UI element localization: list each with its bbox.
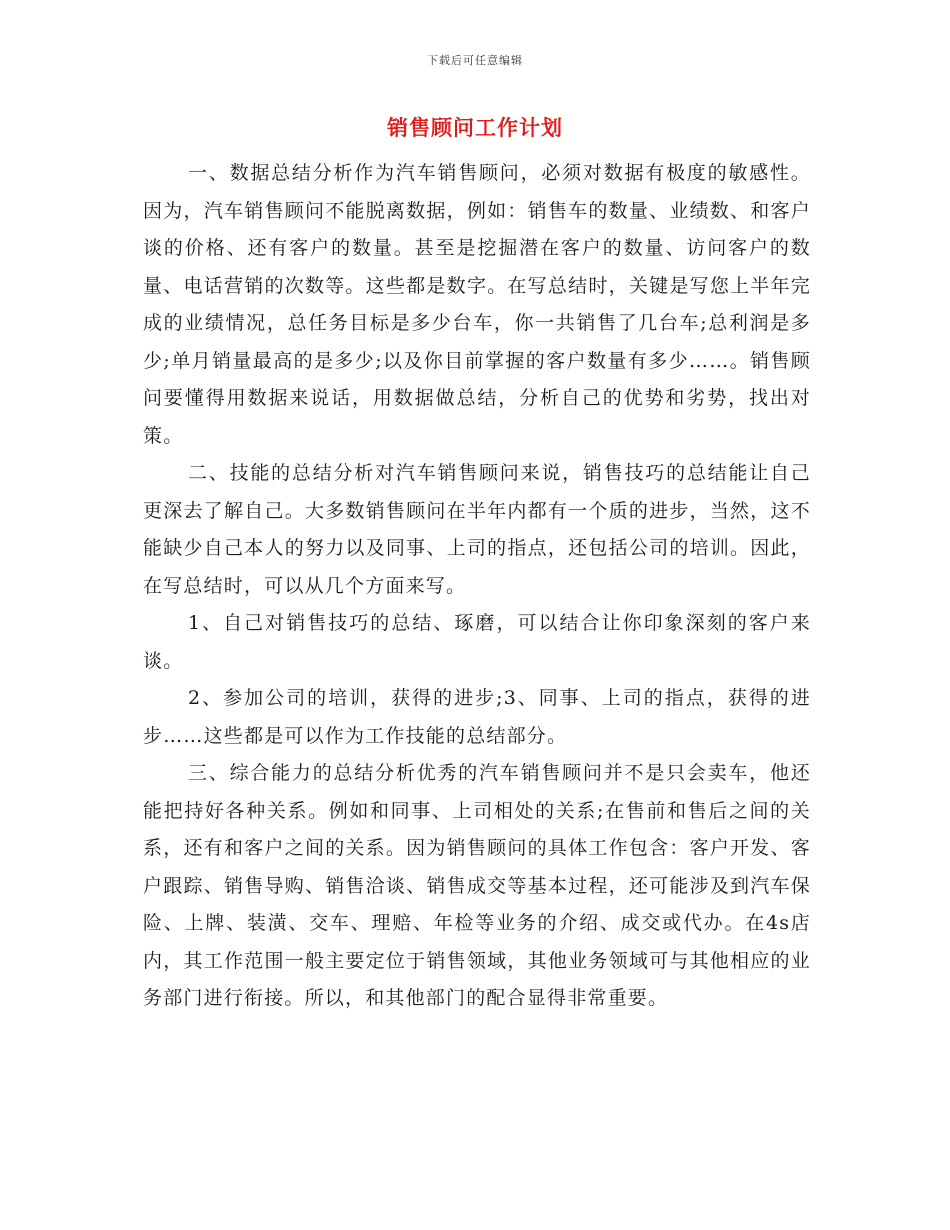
paragraph-item-2-3: 2、参加公司的培训，获得的进步;3、同事、上司的指点，获得的进步……这些都是可以作为工作技能的总结部分。 [143, 687, 811, 747]
paragraph-data-analysis: 一、数据总结分析作为汽车销售顾问，必须对数据有极度的敏感性。因为，汽车销售顾问不能脱离数据，例如：销售车的数量、业绩数、和客户谈的价格、还有客户的数量。甚至是挖掘潜在客户的数量、访问客户的数量、电话营销的次数等。这些都是数字。在写总结时，关键是写您上半年完成的业绩情况，总任务目标是多少台车，你一共销售了几台车;总利润是多少;单月销量最高的是多少;以及你目前掌握的客户数量有多少……。销售顾问要懂得用数据来说话，用数据做总结，分析自己的优势和劣势，找出对策。 [143, 162, 811, 447]
document-title: 销售顾问工作计划 [387, 115, 563, 140]
paragraph-comprehensive-ability: 三、综合能力的总结分析优秀的汽车销售顾问并不是只会卖车，他还能把持好各种关系。例如和同事、上司相处的关系;在售前和售后之间的关系，还有和客户之间的关系。因为销售顾问的具体工作包含：客户开发、客户跟踪、销售导购、销售洽谈、销售成交等基本过程，还可能涉及到汽车保险、上牌、装潢、交车、理赔、年检等业务的介绍、成交或代办。在4s店内，其工作范围一般主要定位于销售领域，其他业务领域可与其他相应的业务部门进行衔接。所以，和其他部门的配合显得非常重要。 [143, 762, 811, 1009]
header-note: 下载后可任意编辑 [427, 54, 523, 67]
paragraph-skills-analysis: 二、技能的总结分析对汽车销售顾问来说，销售技巧的总结能让自己更深去了解自己。大多数销售顾问在半年内都有一个质的进步，当然，这不能缺少自己本人的努力以及同事、上司的指点，还包括公司的培训。因此，在写总结时，可以从几个方面来写。 [143, 462, 811, 597]
paragraph-item-1: 1、自己对销售技巧的总结、琢磨，可以结合让你印象深刻的客户来谈。 [143, 612, 811, 672]
document-body [143, 155, 811, 1018]
